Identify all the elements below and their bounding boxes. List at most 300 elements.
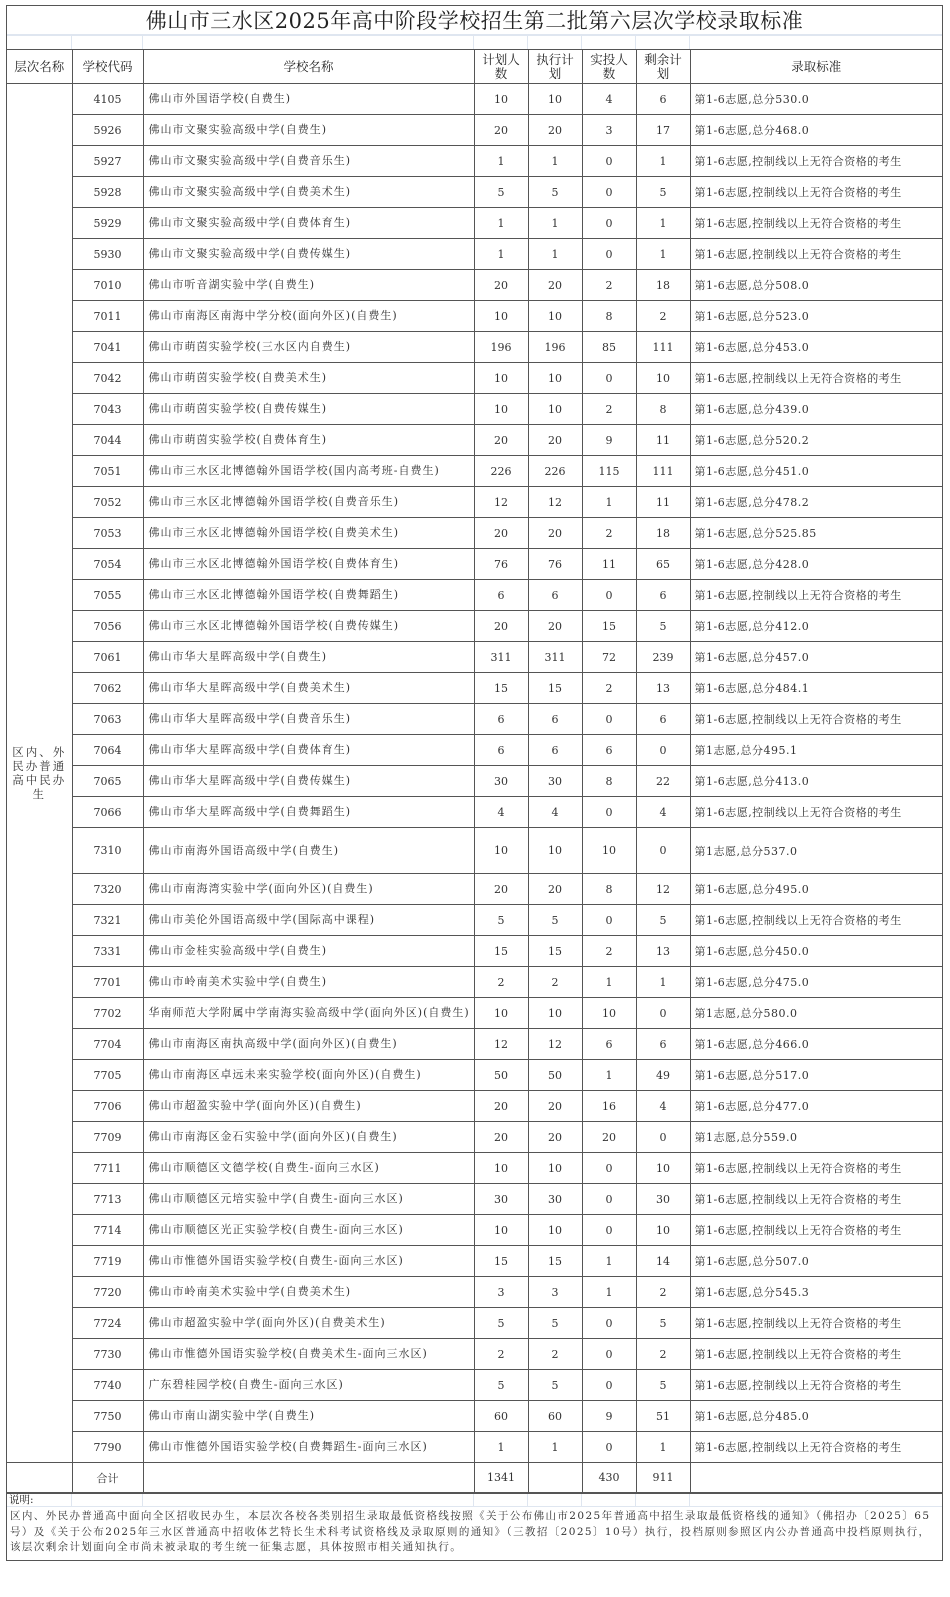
admission-criteria: 第1-6志愿,总分457.0: [690, 642, 942, 673]
plan-count: 60: [474, 1401, 528, 1432]
school-code: 7719: [72, 1246, 143, 1277]
remaining-plan: 12: [636, 874, 690, 905]
remaining-plan: 5: [636, 1370, 690, 1401]
plan-count: 20: [474, 270, 528, 301]
exec-plan: 20: [528, 425, 582, 456]
header-criteria: 录取标准: [690, 50, 942, 84]
school-code: 7720: [72, 1277, 143, 1308]
school-name: 佛山市萌茵实验学校(三水区内自费生): [143, 332, 474, 363]
exec-plan: 20: [528, 115, 582, 146]
school-code: 5926: [72, 115, 143, 146]
admission-criteria: 第1-6志愿,总分453.0: [690, 332, 942, 363]
header-remaining: 剩余计 划: [636, 50, 690, 84]
admitted-count: 0: [582, 208, 636, 239]
admitted-count: 4: [582, 84, 636, 115]
table-row: [7, 332, 942, 363]
table-row: [7, 1432, 942, 1463]
school-code: 7011: [72, 301, 143, 332]
header-name: 学校名称: [143, 50, 474, 84]
plan-count: 10: [474, 1153, 528, 1184]
school-name: 佛山市三水区北博德翰外国语学校(自费传媒生): [143, 611, 474, 642]
school-code: 7043: [72, 394, 143, 425]
school-name: 佛山市南海区南海中学分校(面向外区)(自费生): [143, 301, 474, 332]
exec-plan: 15: [528, 936, 582, 967]
admitted-count: 1: [582, 1246, 636, 1277]
exec-plan: 226: [528, 456, 582, 487]
admission-criteria: 第1-6志愿,总分525.85: [690, 518, 942, 549]
school-code: 7701: [72, 967, 143, 998]
remaining-plan: 17: [636, 115, 690, 146]
admitted-count: 6: [582, 1029, 636, 1060]
plan-count: 10: [474, 828, 528, 874]
school-name: 佛山市顺德区光正实验学校(自费生-面向三水区): [143, 1215, 474, 1246]
header-code: 学校代码: [72, 50, 143, 84]
school-name: 佛山市南海外国语高级中学(自费生): [143, 828, 474, 874]
admitted-count: 0: [582, 797, 636, 828]
admitted-count: 8: [582, 301, 636, 332]
school-code: 7331: [72, 936, 143, 967]
admitted-count: 0: [582, 704, 636, 735]
school-code: 7053: [72, 518, 143, 549]
admission-criteria: 第1-6志愿,控制线以上无符合资格的考生: [690, 1370, 942, 1401]
plan-count: 1: [474, 146, 528, 177]
totals-level-cell: [7, 1463, 72, 1493]
school-name: 佛山市三水区北博德翰外国语学校(自费体育生): [143, 549, 474, 580]
school-name: 佛山市华大星晖高级中学(自费音乐生): [143, 704, 474, 735]
school-name: 佛山市南山湖实验中学(自费生): [143, 1401, 474, 1432]
note-text: 区内、外民办普通高中面向全区招收民办生，本层次各校各类别招生录取最低资格线按照《关于公布佛山市2025年普通高中招生录取最低资格线的通知》（佛招办〔2025〕65号）及《关于公布2025年三水区普通高中招收体艺特长生术科考试资格线及录取原则的通知》（三教招〔2025〕10号）执行，投档原则参照区内公办普通高中投档原则执行，该层次剩余计划面向全市尚未被录取的考生统一征集志愿，具体按照市相关通知执行。: [10, 1510, 931, 1553]
plan-count: 226: [474, 456, 528, 487]
plan-count: 5: [474, 905, 528, 936]
level-name-cell: 区内、外民办普通高中民办生: [7, 84, 72, 1463]
exec-plan: 20: [528, 270, 582, 301]
remaining-plan: 111: [636, 332, 690, 363]
school-code: 7790: [72, 1432, 143, 1463]
exec-plan: 4: [528, 797, 582, 828]
school-name: 佛山市南海湾实验中学(面向外区)(自费生): [143, 874, 474, 905]
admission-table-sheet: [6, 5, 943, 1561]
admission-criteria: 第1-6志愿,控制线以上无符合资格的考生: [690, 1184, 942, 1215]
exec-plan: 1: [528, 1432, 582, 1463]
table-row: [7, 1246, 942, 1277]
remaining-plan: 111: [636, 456, 690, 487]
exec-plan: 12: [528, 487, 582, 518]
school-code: 7702: [72, 998, 143, 1029]
school-name: 佛山市文聚实验高级中学(自费体育生): [143, 208, 474, 239]
school-name: 佛山市南海区卓远未来实验学校(面向外区)(自费生): [143, 1060, 474, 1091]
exec-plan: 20: [528, 1091, 582, 1122]
admission-criteria: 第1-6志愿,总分545.3: [690, 1277, 942, 1308]
remaining-plan: 1: [636, 146, 690, 177]
table-row: [7, 146, 942, 177]
school-name: 佛山市华大星晖高级中学(自费美术生): [143, 673, 474, 704]
school-code: 7061: [72, 642, 143, 673]
table-row: [7, 1308, 942, 1339]
exec-plan: 311: [528, 642, 582, 673]
school-code: 7704: [72, 1029, 143, 1060]
exec-plan: 10: [528, 84, 582, 115]
admitted-count: 10: [582, 828, 636, 874]
school-name: 佛山市三水区北博德翰外国语学校(国内高考班-自费生): [143, 456, 474, 487]
table-row: [7, 1060, 942, 1091]
admission-criteria: 第1-6志愿,控制线以上无符合资格的考生: [690, 704, 942, 735]
admitted-count: 1: [582, 1277, 636, 1308]
exec-plan: 15: [528, 673, 582, 704]
plan-count: 12: [474, 1029, 528, 1060]
exec-plan: 196: [528, 332, 582, 363]
remaining-plan: 49: [636, 1060, 690, 1091]
school-name: 佛山市南海区金石实验中学(面向外区)(自费生): [143, 1122, 474, 1153]
admission-table: [7, 50, 942, 1493]
table-row: [7, 1277, 942, 1308]
plan-count: 20: [474, 1122, 528, 1153]
admission-criteria: 第1志愿,总分537.0: [690, 828, 942, 874]
plan-count: 4: [474, 797, 528, 828]
school-name: 佛山市听音湖实验中学(自费生): [143, 270, 474, 301]
school-code: 7724: [72, 1308, 143, 1339]
plan-count: 10: [474, 394, 528, 425]
table-row: [7, 1215, 942, 1246]
table-row: [7, 177, 942, 208]
remaining-plan: 13: [636, 673, 690, 704]
school-code: 7706: [72, 1091, 143, 1122]
exec-plan: 10: [528, 828, 582, 874]
school-name: 佛山市文聚实验高级中学(自费美术生): [143, 177, 474, 208]
exec-plan: 20: [528, 1122, 582, 1153]
remaining-plan: 5: [636, 1308, 690, 1339]
admission-criteria: 第1-6志愿,总分495.0: [690, 874, 942, 905]
school-name: 佛山市华大星晖高级中学(自费生): [143, 642, 474, 673]
admitted-count: 85: [582, 332, 636, 363]
school-name: 佛山市惟德外国语实验学校(自费舞蹈生-面向三水区): [143, 1432, 474, 1463]
exec-plan: 1: [528, 146, 582, 177]
exec-plan: 30: [528, 766, 582, 797]
remaining-plan: 14: [636, 1246, 690, 1277]
table-row: [7, 301, 942, 332]
admission-criteria: 第1-6志愿,控制线以上无符合资格的考生: [690, 1215, 942, 1246]
exec-plan: 30: [528, 1184, 582, 1215]
school-code: 4105: [72, 84, 143, 115]
school-code: 7064: [72, 735, 143, 766]
admitted-count: 115: [582, 456, 636, 487]
school-name: 佛山市惟德外国语实验学校(自费美术生-面向三水区): [143, 1339, 474, 1370]
school-code: 7711: [72, 1153, 143, 1184]
plan-count: 5: [474, 1370, 528, 1401]
school-name: 佛山市文聚实验高级中学(自费传媒生): [143, 239, 474, 270]
exec-plan: 10: [528, 363, 582, 394]
admitted-count: 8: [582, 874, 636, 905]
remaining-plan: 2: [636, 301, 690, 332]
remaining-plan: 65: [636, 549, 690, 580]
plan-count: 20: [474, 874, 528, 905]
admission-criteria: 第1-6志愿,总分520.2: [690, 425, 942, 456]
remaining-plan: 10: [636, 1153, 690, 1184]
exec-plan: 1: [528, 239, 582, 270]
school-name: 佛山市文聚实验高级中学(自费音乐生): [143, 146, 474, 177]
remaining-plan: 4: [636, 1091, 690, 1122]
table-row: [7, 425, 942, 456]
table-row: [7, 797, 942, 828]
table-row: [7, 673, 942, 704]
school-code: 7054: [72, 549, 143, 580]
school-name: 佛山市金桂实验高级中学(自费生): [143, 936, 474, 967]
admitted-count: 3: [582, 115, 636, 146]
school-name: 佛山市岭南美术实验中学(自费生): [143, 967, 474, 998]
admitted-count: 0: [582, 146, 636, 177]
plan-count: 2: [474, 967, 528, 998]
table-row: [7, 1029, 942, 1060]
admitted-count: 9: [582, 1401, 636, 1432]
school-name: 佛山市萌茵实验学校(自费体育生): [143, 425, 474, 456]
admission-criteria: 第1-6志愿,总分478.2: [690, 487, 942, 518]
plan-count: 76: [474, 549, 528, 580]
plan-count: 20: [474, 518, 528, 549]
note-label: 说明:: [7, 1494, 72, 1506]
school-code: 7066: [72, 797, 143, 828]
remaining-plan: 8: [636, 394, 690, 425]
school-name: 佛山市南海区南执高级中学(面向外区)(自费生): [143, 1029, 474, 1060]
school-name: 佛山市华大星晖高级中学(自费体育生): [143, 735, 474, 766]
totals-plan: 1341: [474, 1463, 528, 1493]
remaining-plan: 11: [636, 425, 690, 456]
admitted-count: 2: [582, 270, 636, 301]
school-name: 佛山市华大星晖高级中学(自费舞蹈生): [143, 797, 474, 828]
admitted-count: 16: [582, 1091, 636, 1122]
school-name: 华南师范大学附属中学南海实验高级中学(面向外区)(自费生): [143, 998, 474, 1029]
school-code: 7052: [72, 487, 143, 518]
table-row: [7, 1122, 942, 1153]
plan-count: 20: [474, 611, 528, 642]
admitted-count: 1: [582, 967, 636, 998]
remaining-plan: 5: [636, 177, 690, 208]
table-row: [7, 394, 942, 425]
remaining-plan: 2: [636, 1277, 690, 1308]
remaining-plan: 2: [636, 1339, 690, 1370]
admission-criteria: 第1-6志愿,总分475.0: [690, 967, 942, 998]
admitted-count: 0: [582, 239, 636, 270]
admitted-count: 9: [582, 425, 636, 456]
table-row: [7, 456, 942, 487]
admission-criteria: 第1-6志愿,控制线以上无符合资格的考生: [690, 1339, 942, 1370]
admission-criteria: 第1-6志愿,总分468.0: [690, 115, 942, 146]
school-code: 7730: [72, 1339, 143, 1370]
school-name: 佛山市文聚实验高级中学(自费生): [143, 115, 474, 146]
remaining-plan: 6: [636, 704, 690, 735]
admitted-count: 6: [582, 735, 636, 766]
remaining-plan: 0: [636, 828, 690, 874]
table-row: [7, 1370, 942, 1401]
school-code: 7740: [72, 1370, 143, 1401]
school-code: 5928: [72, 177, 143, 208]
admitted-count: 11: [582, 549, 636, 580]
table-row: [7, 766, 942, 797]
exec-plan: 3: [528, 1277, 582, 1308]
remaining-plan: 22: [636, 766, 690, 797]
table-row: [7, 518, 942, 549]
admitted-count: 8: [582, 766, 636, 797]
exec-plan: 76: [528, 549, 582, 580]
school-name: 佛山市美伦外国语高级中学(国际高中课程): [143, 905, 474, 936]
remaining-plan: 30: [636, 1184, 690, 1215]
school-name: 佛山市三水区北博德翰外国语学校(自费音乐生): [143, 487, 474, 518]
school-name: 佛山市萌茵实验学校(自费传媒生): [143, 394, 474, 425]
admission-criteria: 第1志愿,总分580.0: [690, 998, 942, 1029]
admission-criteria: 第1-6志愿,总分466.0: [690, 1029, 942, 1060]
admission-criteria: 第1-6志愿,总分450.0: [690, 936, 942, 967]
table-row: [7, 239, 942, 270]
school-code: 7750: [72, 1401, 143, 1432]
remaining-plan: 0: [636, 998, 690, 1029]
admitted-count: 0: [582, 1370, 636, 1401]
admitted-count: 2: [582, 394, 636, 425]
exec-plan: 20: [528, 611, 582, 642]
exec-plan: 12: [528, 1029, 582, 1060]
plan-count: 311: [474, 642, 528, 673]
admission-criteria: 第1-6志愿,控制线以上无符合资格的考生: [690, 1308, 942, 1339]
admission-criteria: 第1-6志愿,总分412.0: [690, 611, 942, 642]
exec-plan: 6: [528, 735, 582, 766]
remaining-plan: 10: [636, 363, 690, 394]
remaining-plan: 5: [636, 905, 690, 936]
table-row: [7, 580, 942, 611]
school-name: 广东碧桂园学校(自费生-面向三水区): [143, 1370, 474, 1401]
table-row: [7, 735, 942, 766]
school-code: 7055: [72, 580, 143, 611]
school-name: 佛山市超盈实验中学(面向外区)(自费美术生): [143, 1308, 474, 1339]
remaining-plan: 51: [636, 1401, 690, 1432]
table-row: [7, 874, 942, 905]
school-name: 佛山市华大星晖高级中学(自费传媒生): [143, 766, 474, 797]
exec-plan: 10: [528, 998, 582, 1029]
school-name: 佛山市顺德区文德学校(自费生-面向三水区): [143, 1153, 474, 1184]
page-title: 佛山市三水区2025年高中阶段学校招生第二批第六层次学校录取标准: [7, 6, 942, 36]
school-code: 5930: [72, 239, 143, 270]
school-name: 佛山市顺德区元培实验中学(自费生-面向三水区): [143, 1184, 474, 1215]
table-row: [7, 549, 942, 580]
remaining-plan: 10: [636, 1215, 690, 1246]
school-code: 7062: [72, 673, 143, 704]
remaining-plan: 6: [636, 1029, 690, 1060]
totals-label: 合计: [72, 1463, 143, 1493]
admission-criteria: 第1-6志愿,控制线以上无符合资格的考生: [690, 239, 942, 270]
school-code: 7714: [72, 1215, 143, 1246]
exec-plan: 6: [528, 580, 582, 611]
table-row: [7, 84, 942, 115]
admitted-count: 0: [582, 1339, 636, 1370]
totals-criteria-cell: [690, 1463, 942, 1493]
table-row: [7, 270, 942, 301]
admission-criteria: 第1-6志愿,总分508.0: [690, 270, 942, 301]
school-code: 5929: [72, 208, 143, 239]
admission-criteria: 第1-6志愿,总分428.0: [690, 549, 942, 580]
plan-count: 6: [474, 735, 528, 766]
header-plan: 计划人 数: [474, 50, 528, 84]
remaining-plan: 18: [636, 518, 690, 549]
plan-count: 6: [474, 580, 528, 611]
school-name: 佛山市三水区北博德翰外国语学校(自费舞蹈生): [143, 580, 474, 611]
admitted-count: 10: [582, 998, 636, 1029]
admission-criteria: 第1-6志愿,总分485.0: [690, 1401, 942, 1432]
admitted-count: 0: [582, 580, 636, 611]
exec-plan: 10: [528, 301, 582, 332]
admitted-count: 2: [582, 673, 636, 704]
table-row: [7, 1339, 942, 1370]
table-row: [7, 1091, 942, 1122]
plan-count: 20: [474, 425, 528, 456]
table-row: [7, 1153, 942, 1184]
school-code: 5927: [72, 146, 143, 177]
admission-criteria: 第1-6志愿,控制线以上无符合资格的考生: [690, 363, 942, 394]
plan-count: 10: [474, 301, 528, 332]
admission-criteria: 第1志愿,总分495.1: [690, 735, 942, 766]
admission-criteria: 第1-6志愿,总分530.0: [690, 84, 942, 115]
plan-count: 1: [474, 239, 528, 270]
admission-criteria: 第1-6志愿,总分451.0: [690, 456, 942, 487]
exec-plan: 50: [528, 1060, 582, 1091]
admission-criteria: 第1-6志愿,总分507.0: [690, 1246, 942, 1277]
table-row: [7, 828, 942, 874]
admitted-count: 15: [582, 611, 636, 642]
remaining-plan: 18: [636, 270, 690, 301]
remaining-plan: 1: [636, 208, 690, 239]
school-code: 7320: [72, 874, 143, 905]
admission-criteria: 第1-6志愿,控制线以上无符合资格的考生: [690, 146, 942, 177]
school-code: 7709: [72, 1122, 143, 1153]
table-row: [7, 363, 942, 394]
remaining-plan: 13: [636, 936, 690, 967]
table-row: [7, 1184, 942, 1215]
plan-count: 5: [474, 1308, 528, 1339]
admitted-count: 72: [582, 642, 636, 673]
admission-criteria: 第1-6志愿,总分523.0: [690, 301, 942, 332]
remaining-plan: 1: [636, 967, 690, 998]
school-name: 佛山市外国语学校(自费生): [143, 84, 474, 115]
table-row: [7, 115, 942, 146]
exec-plan: 5: [528, 905, 582, 936]
plan-count: 50: [474, 1060, 528, 1091]
remaining-plan: 239: [636, 642, 690, 673]
exec-plan: 20: [528, 874, 582, 905]
school-name: 佛山市萌茵实验学校(自费美术生): [143, 363, 474, 394]
table-body: [7, 84, 942, 1493]
plan-count: 30: [474, 766, 528, 797]
totals-remaining: 911: [636, 1463, 690, 1493]
admission-criteria: 第1-6志愿,控制线以上无符合资格的考生: [690, 580, 942, 611]
admitted-count: 0: [582, 177, 636, 208]
exec-plan: 10: [528, 1215, 582, 1246]
remaining-plan: 11: [636, 487, 690, 518]
exec-plan: 2: [528, 1339, 582, 1370]
header-level: 层次名称: [7, 50, 72, 84]
table-row: [7, 704, 942, 735]
plan-count: 15: [474, 936, 528, 967]
remaining-plan: 6: [636, 580, 690, 611]
school-code: 7321: [72, 905, 143, 936]
exec-plan: 2: [528, 967, 582, 998]
table-row: [7, 998, 942, 1029]
table-row: [7, 487, 942, 518]
admission-criteria: 第1-6志愿,总分477.0: [690, 1091, 942, 1122]
plan-count: 30: [474, 1184, 528, 1215]
plan-count: 20: [474, 115, 528, 146]
table-row: [7, 642, 942, 673]
school-code: 7065: [72, 766, 143, 797]
exec-plan: 5: [528, 1308, 582, 1339]
school-code: 7705: [72, 1060, 143, 1091]
plan-count: 10: [474, 84, 528, 115]
plan-count: 1: [474, 208, 528, 239]
admitted-count: 1: [582, 487, 636, 518]
